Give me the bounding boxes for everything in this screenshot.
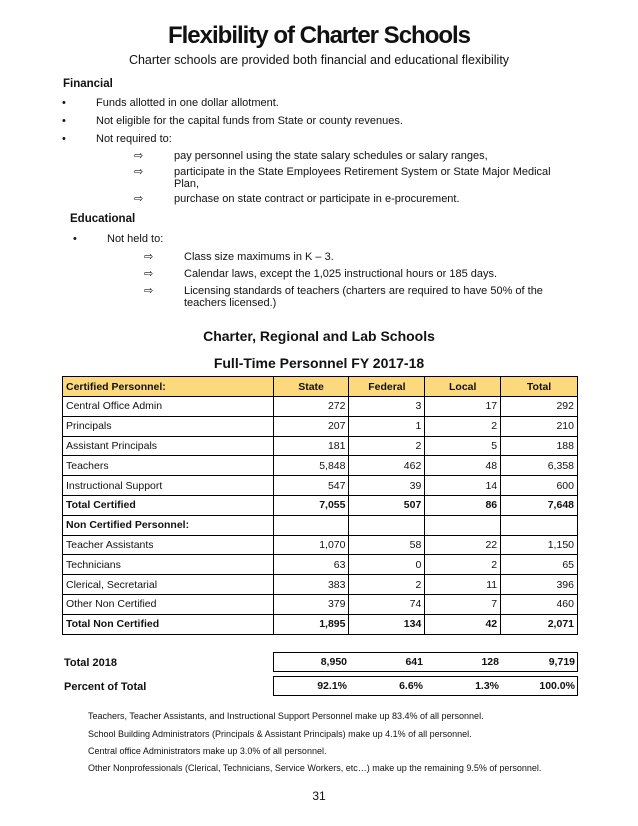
table-row <box>63 515 578 535</box>
table-cell: 58 <box>349 535 425 555</box>
total-state: 8,950 <box>320 656 347 668</box>
row-label: Clerical, Secretarial <box>63 575 274 595</box>
table-cell: 1,150 <box>501 535 578 555</box>
table-row <box>63 397 578 417</box>
financial-heading: Financial <box>63 78 113 90</box>
table-cell: 207 <box>273 416 349 436</box>
column-header: Federal <box>349 377 425 397</box>
table-row <box>63 594 578 614</box>
table-cell: 1,070 <box>273 535 349 555</box>
table-cell: 39 <box>349 476 425 496</box>
arrow-icon: ⇨ <box>144 268 154 280</box>
table-cell: 1,895 <box>273 614 349 634</box>
table-cell: 2 <box>349 436 425 456</box>
table-cell: 2 <box>425 416 501 436</box>
percent-row <box>273 676 578 696</box>
table-cell <box>425 515 501 535</box>
table-cell: 383 <box>273 575 349 595</box>
row-label: Technicians <box>63 555 274 575</box>
table-cell: 460 <box>501 594 578 614</box>
table-cell: 210 <box>501 416 578 436</box>
table-cell: 547 <box>273 476 349 496</box>
table-row <box>63 456 578 476</box>
table-row <box>63 535 578 555</box>
table-cell: 600 <box>501 476 578 496</box>
table-cell: 48 <box>425 456 501 476</box>
row-label: Central Office Admin <box>63 397 274 417</box>
table-header-row <box>63 377 578 397</box>
table-cell: 65 <box>501 555 578 575</box>
arrow-icon: ⇨ <box>134 193 144 205</box>
arrow-icon: ⇨ <box>134 150 144 162</box>
percent-federal: 6.6% <box>399 680 423 692</box>
table-cell: 6,358 <box>501 456 578 476</box>
table-row <box>63 436 578 456</box>
table-cell: 181 <box>273 436 349 456</box>
row-label: Total Non Certified <box>63 614 274 634</box>
row-label: Total Certified <box>63 495 274 515</box>
total-2018-label: Total 2018 <box>64 657 117 669</box>
table-cell: 42 <box>425 614 501 634</box>
table-cell: 2,071 <box>501 614 578 634</box>
table-row <box>63 495 578 515</box>
percent-total: 100.0% <box>539 680 575 692</box>
page-subtitle: Charter schools are provided both financial and educational flexibility <box>128 53 510 67</box>
table-cell: 74 <box>349 594 425 614</box>
table-cell: 5,848 <box>273 456 349 476</box>
percent-label: Percent of Total <box>64 681 147 693</box>
table-subtitle: Full-Time Personnel FY 2017-18 <box>213 355 425 371</box>
table-cell: 292 <box>501 397 578 417</box>
table-cell <box>273 515 349 535</box>
table-cell: 272 <box>273 397 349 417</box>
table-cell: 22 <box>425 535 501 555</box>
table-cell: 3 <box>349 397 425 417</box>
table-cell: 7 <box>425 594 501 614</box>
table-cell: 7,055 <box>273 495 349 515</box>
page-title: Flexibility of Charter Schools <box>167 22 471 49</box>
table-cell: 396 <box>501 575 578 595</box>
table-row <box>63 416 578 436</box>
column-header: Total <box>501 377 578 397</box>
table-cell <box>349 515 425 535</box>
table-cell: 17 <box>425 397 501 417</box>
total-federal: 641 <box>405 656 423 668</box>
personnel-table <box>62 376 578 635</box>
column-header: State <box>273 377 349 397</box>
column-header: Local <box>425 377 501 397</box>
page-number: 31 <box>312 789 326 803</box>
note: Central office Administrators make up 3.0% of all personnel. <box>88 746 327 756</box>
table-cell: 1 <box>349 416 425 436</box>
table-row <box>63 575 578 595</box>
note: School Building Administrators (Principals & Assistant Principals) make up 4.1% of all personnel. <box>88 729 472 739</box>
total-2018-row <box>273 652 578 672</box>
percent-local: 1.3% <box>475 680 499 692</box>
table-row <box>63 555 578 575</box>
row-label: Instructional Support <box>63 476 274 496</box>
total-total: 9,719 <box>548 656 575 668</box>
table-cell: 7,648 <box>501 495 578 515</box>
arrow-icon: ⇨ <box>144 285 154 297</box>
row-label: Assistant Principals <box>63 436 274 456</box>
table-row <box>63 614 578 634</box>
table-cell: 134 <box>349 614 425 634</box>
total-local: 128 <box>481 656 499 668</box>
table-cell: 507 <box>349 495 425 515</box>
table-cell: 0 <box>349 555 425 575</box>
table-cell: 2 <box>349 575 425 595</box>
note: Other Nonprofessionals (Clerical, Technicians, Service Workers, etc…) make up the remaining 9.5% of personnel. <box>88 763 542 773</box>
table-cell: 11 <box>425 575 501 595</box>
table-row <box>63 476 578 496</box>
arrow-icon: ⇨ <box>134 166 144 178</box>
row-label: Principals <box>63 416 274 436</box>
table-cell: 63 <box>273 555 349 575</box>
table-cell: 5 <box>425 436 501 456</box>
table-cell: 86 <box>425 495 501 515</box>
note: Teachers, Teacher Assistants, and Instructional Support Personnel make up 83.4% of all personnel. <box>88 711 484 721</box>
arrow-icon: ⇨ <box>144 251 154 263</box>
table-cell: 188 <box>501 436 578 456</box>
row-label: Non Certified Personnel: <box>63 515 274 535</box>
table-cell <box>501 515 578 535</box>
table-cell: 379 <box>273 594 349 614</box>
table-cell: 14 <box>425 476 501 496</box>
table-cell: 462 <box>349 456 425 476</box>
column-header: Certified Personnel: <box>63 377 274 397</box>
educational-heading: Educational <box>70 213 136 225</box>
row-label: Other Non Certified <box>63 594 274 614</box>
table-cell: 2 <box>425 555 501 575</box>
row-label: Teacher Assistants <box>63 535 274 555</box>
table-title: Charter, Regional and Lab Schools <box>203 328 435 344</box>
percent-state: 92.1% <box>317 680 347 692</box>
row-label: Teachers <box>63 456 274 476</box>
